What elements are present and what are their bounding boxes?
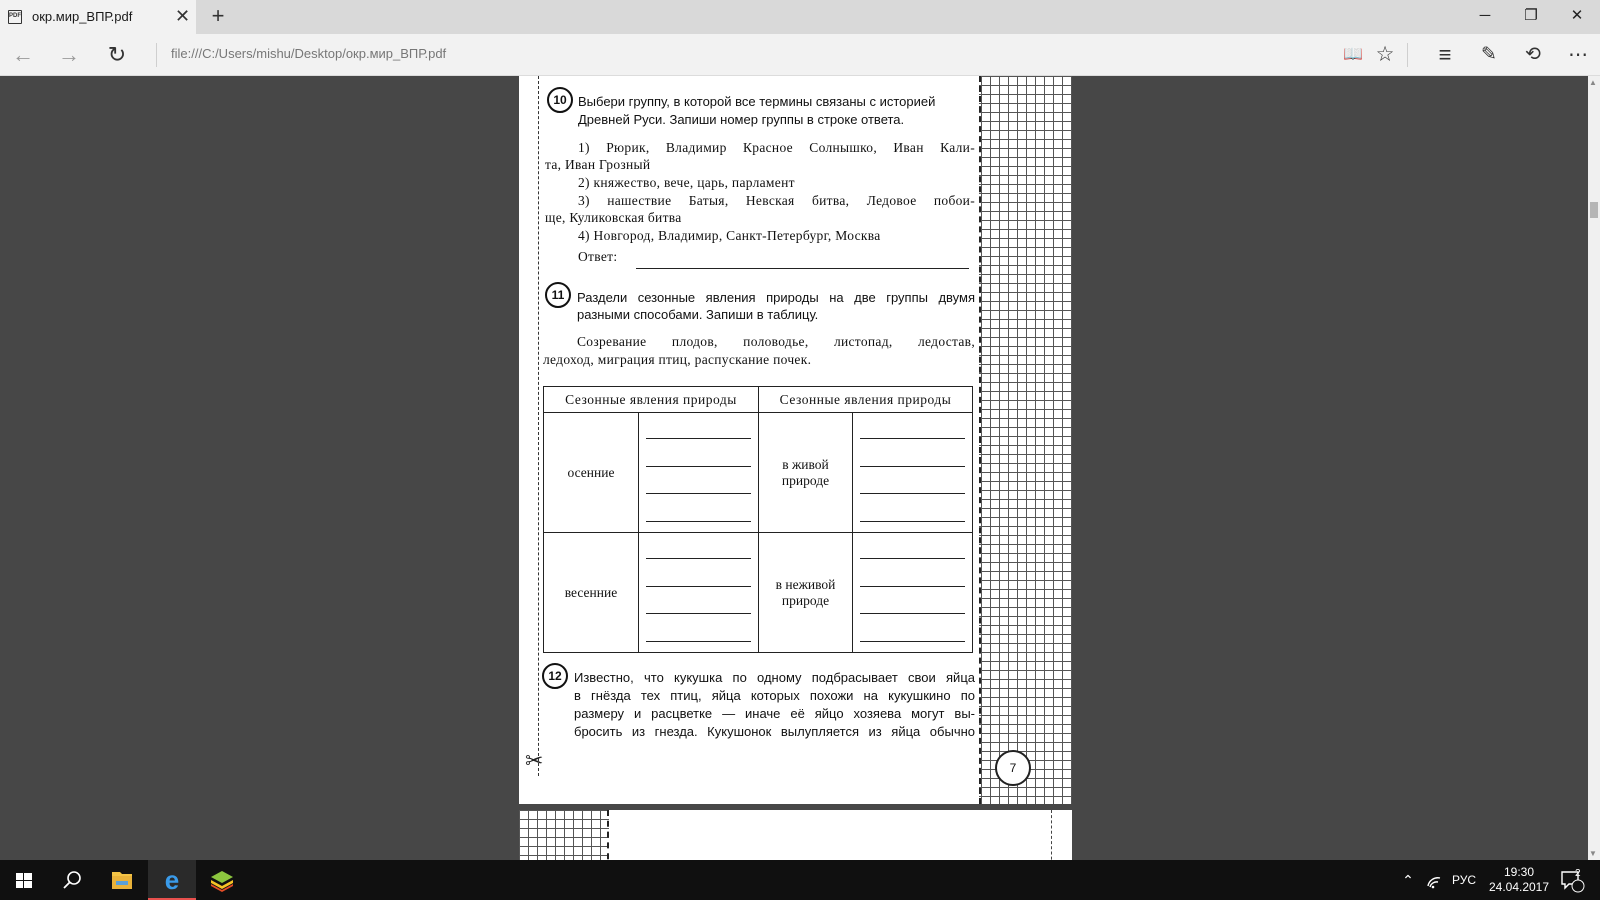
write-line xyxy=(646,451,751,467)
back-button[interactable]: ← xyxy=(12,42,34,67)
scroll-up-arrow-icon[interactable]: ▲ xyxy=(1589,78,1597,87)
search-button[interactable] xyxy=(48,860,96,900)
table-header: Сезонные явления природы xyxy=(544,387,759,413)
cut-line xyxy=(1051,810,1052,860)
notification-icon xyxy=(1556,860,1586,900)
answer-option: 4) Новгород, Владимир, Санкт-Петербург, Москва xyxy=(578,228,881,243)
category-label: природе xyxy=(781,592,830,608)
next-pdf-page xyxy=(519,810,1072,860)
reading-view-icon[interactable]: 📖 xyxy=(1343,46,1363,63)
answer-option: 2) княжество, вече, царь, парламент xyxy=(578,175,795,190)
question-prompt: Раздели сезонные явления природы на две группы двумя xyxy=(577,290,975,305)
write-line xyxy=(860,506,965,522)
question-text: бросить из гнезда. Кукушонок вылупляется из яйца обычно xyxy=(574,724,975,739)
more-icon[interactable]: ⋯ xyxy=(1568,44,1588,66)
write-line xyxy=(646,626,751,642)
question-number: 12 xyxy=(542,663,568,689)
category-spring: весенние xyxy=(544,533,639,653)
write-line xyxy=(646,598,751,614)
language-indicator[interactable]: РУС xyxy=(1451,873,1477,887)
close-window-button[interactable]: ✕ xyxy=(1570,7,1584,24)
answer-label: Ответ: xyxy=(578,249,618,264)
tab-title: окр.мир_ВПР.pdf xyxy=(32,9,133,24)
write-line xyxy=(646,571,751,587)
app-layers-icon xyxy=(198,860,246,900)
scroll-down-arrow-icon[interactable]: ▼ xyxy=(1589,849,1597,858)
category-label: в неживой xyxy=(775,576,836,592)
svg-text:e: e xyxy=(164,865,180,895)
address-separator xyxy=(156,43,157,67)
question-prompt: Выбери группу, в которой все термины связаны с историей xyxy=(578,94,936,109)
question-text: размеру и расцветке — иначе её яйцо хозяева могут вы- xyxy=(574,706,975,721)
clock[interactable] xyxy=(1483,860,1555,900)
table-header: Сезонные явления природы xyxy=(759,387,973,413)
page-number: 7 xyxy=(995,750,1031,786)
title-bar xyxy=(0,0,1600,34)
share-icon[interactable]: ⟲ xyxy=(1525,44,1541,65)
question-prompt: разными способами. Запиши в таблицу. xyxy=(577,307,819,322)
write-line xyxy=(646,506,751,522)
answer-option: ще, Куликовская битва xyxy=(545,210,682,225)
refresh-button[interactable]: ↻ xyxy=(107,42,127,67)
taskbar xyxy=(0,860,1600,900)
windows-logo-icon xyxy=(0,860,48,900)
write-line xyxy=(860,478,965,494)
category-label: природе xyxy=(781,472,830,488)
write-line xyxy=(860,598,965,614)
network-icon[interactable] xyxy=(1424,860,1444,900)
write-line xyxy=(860,451,965,467)
pdf-page xyxy=(519,76,1072,804)
category-nonliving xyxy=(759,533,853,653)
question-text: Известно, что кукушка по одному подбрасывает свои яйца xyxy=(574,670,975,685)
write-line xyxy=(646,543,751,559)
scissors-icon: ✂ xyxy=(525,748,544,773)
cut-line xyxy=(538,76,539,776)
answer-line xyxy=(636,268,969,269)
address-field[interactable]: file:///C:/Users/mishu/Desktop/окр.мир_ВПР.pdf xyxy=(171,46,447,61)
pdf-viewer[interactable] xyxy=(0,76,1600,860)
favorite-star-icon[interactable]: ☆ xyxy=(1375,43,1395,66)
scroll-thumb[interactable] xyxy=(1590,202,1598,218)
start-button[interactable] xyxy=(0,860,48,900)
forward-button[interactable]: → xyxy=(58,42,80,67)
grid-margin xyxy=(979,76,1072,804)
write-line xyxy=(646,478,751,494)
show-hidden-icons-icon[interactable]: ⌃ xyxy=(1402,872,1414,888)
question-number: 10 xyxy=(547,87,573,113)
clock-time: 19:30 xyxy=(1503,865,1535,879)
write-line xyxy=(646,423,751,439)
write-line xyxy=(860,571,965,587)
new-tab-button[interactable]: + xyxy=(211,3,225,28)
edge-browser-button[interactable] xyxy=(148,860,196,900)
bluestacks-button[interactable] xyxy=(198,860,246,900)
question-prompt: Древней Руси. Запиши номер группы в строке ответа. xyxy=(578,112,905,127)
folder-icon xyxy=(98,860,146,900)
write-line xyxy=(860,423,965,439)
category-autumn: осенние xyxy=(544,413,639,533)
category-living xyxy=(759,413,853,533)
minimize-button[interactable]: ─ xyxy=(1479,7,1491,24)
question-text: в гнёзда тех птиц, яйца которых похожи на кукушкино по xyxy=(574,688,975,703)
answer-cell xyxy=(853,533,973,653)
phenomena-list: ледоход, миграция птиц, распускание почек. xyxy=(543,352,812,367)
action-center-button[interactable] xyxy=(1556,860,1586,900)
vertical-scrollbar[interactable] xyxy=(1588,76,1600,860)
phenomena-list: Созревание плодов, половодье, листопад, ледостав, xyxy=(577,334,975,349)
grid-margin xyxy=(519,810,609,860)
hub-icon[interactable]: ≡ xyxy=(1438,42,1452,67)
sorting-table xyxy=(543,386,973,653)
search-icon xyxy=(48,860,96,900)
browser-tab[interactable] xyxy=(0,0,196,34)
write-line xyxy=(860,626,965,642)
file-explorer-button[interactable] xyxy=(98,860,146,900)
close-tab-button[interactable]: ✕ xyxy=(175,6,191,26)
wifi-icon xyxy=(1424,860,1444,900)
answer-option: 3) нашествие Батыя, Невская битва, Ледовое побои- xyxy=(578,193,975,208)
answer-cell xyxy=(639,413,759,533)
answer-option: та, Иван Грозный xyxy=(545,157,651,172)
clock-date: 24.04.2017 xyxy=(1488,880,1550,894)
question-number: 11 xyxy=(545,282,571,308)
answer-cell xyxy=(853,413,973,533)
navigation-bar xyxy=(0,34,1600,76)
toolbar-separator xyxy=(1407,43,1408,67)
edge-icon xyxy=(148,860,196,900)
write-line xyxy=(860,543,965,559)
restore-button[interactable]: ❐ xyxy=(1524,7,1538,24)
category-label: в живой xyxy=(782,456,829,472)
pdf-file-icon: PDF xyxy=(8,10,22,24)
notification-count: 2 xyxy=(1575,868,1581,879)
web-note-icon[interactable]: ✎ xyxy=(1481,44,1497,65)
answer-cell xyxy=(639,533,759,653)
answer-option: 1) Рюрик, Владимир Красное Солнышко, Иван Кали- xyxy=(578,140,975,155)
